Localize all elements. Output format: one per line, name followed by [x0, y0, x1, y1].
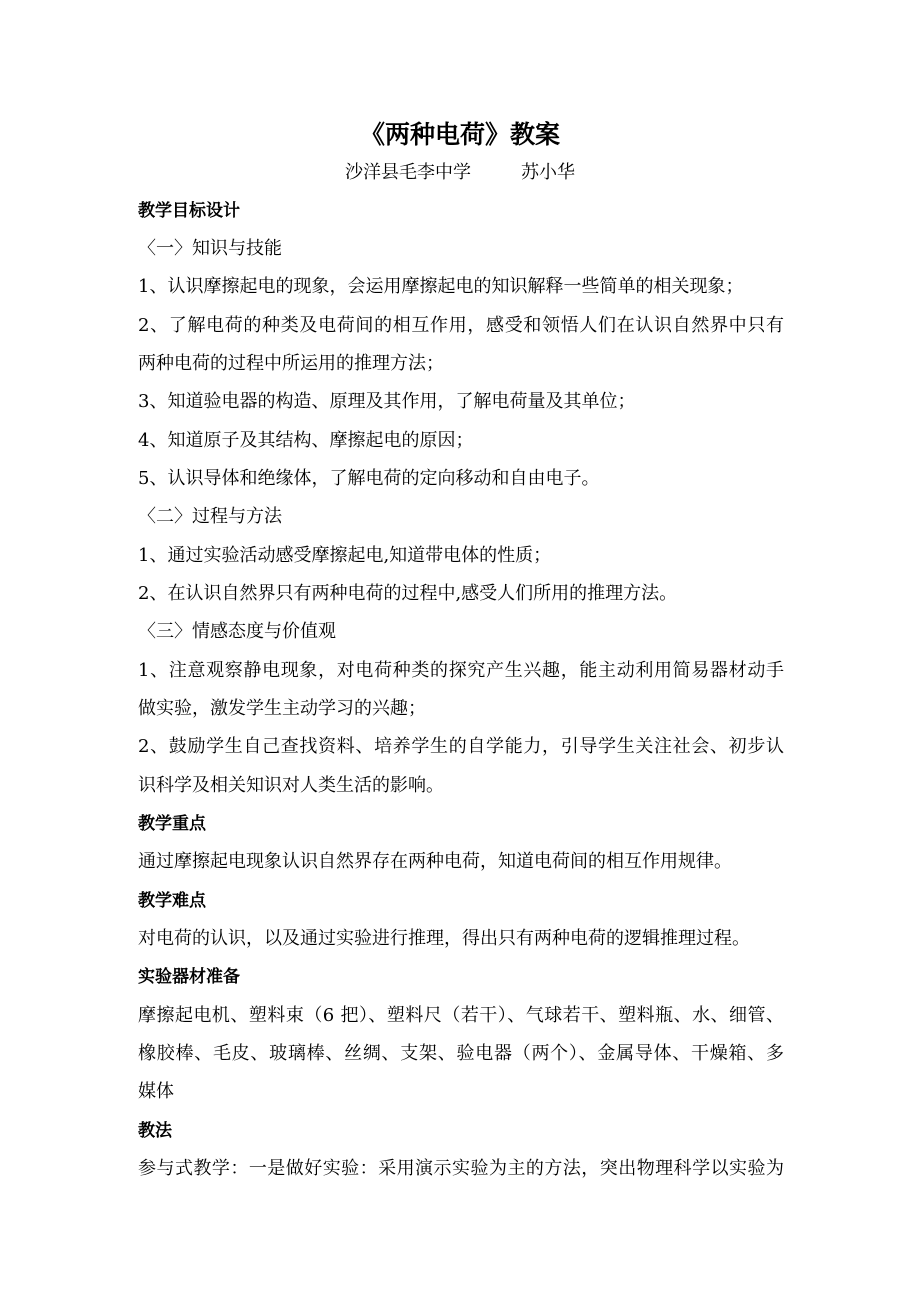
process-item: 1、通过实验活动感受摩擦起电,知道带电体的性质； [138, 545, 552, 566]
materials-line: 摩擦起电机、塑料束（6 把）、塑料尺（若干）、气球若干、塑料瓶、水、细管、 [138, 1005, 784, 1026]
materials-line: 橡胶棒、毛皮、玻璃棒、丝绸、支架、验电器（两个）、金属导体、干燥箱、多 [138, 1043, 784, 1064]
attitude-item: 做实验，激发学生主动学习的兴趣； [138, 698, 426, 719]
process-heading: 〈二〉过程与方法 [138, 506, 282, 527]
knowledge-heading: 〈一〉知识与技能 [138, 238, 282, 259]
materials-line: 媒体 [138, 1081, 174, 1102]
key-point-text: 通过摩擦起电现象认识自然界存在两种电荷，知道电荷间的相互作用规律。 [138, 851, 732, 872]
method-heading: 教法 [138, 1121, 172, 1141]
objectives-heading: 教学目标设计 [138, 201, 240, 221]
knowledge-item: 4、知道原子及其结构、摩擦起电的原因； [138, 430, 474, 451]
attitude-item: 1、注意观察静电现象，对电荷种类的探究产生兴趣，能主动利用简易器材动手 [138, 660, 784, 681]
knowledge-item: 1、认识摩擦起电的现象，会运用摩擦起电的知识解释一些简单的相关现象； [138, 276, 744, 297]
attitude-item: 2、鼓励学生自己查找资料、培养学生的自学能力，引导学生关注社会、初步认 [138, 736, 784, 757]
document-title: 《两种电荷》教案 [359, 120, 560, 149]
school-name: 沙洋县毛李中学 [345, 162, 471, 183]
byline [0, 160, 920, 186]
process-item: 2、在认识自然界只有两种电荷的过程中,感受人们所用的推理方法。 [138, 583, 678, 604]
knowledge-item: 3、知道验电器的构造、原理及其作用，了解电荷量及其单位； [138, 391, 636, 412]
knowledge-item: 5、认识导体和绝缘体，了解电荷的定向移动和自由电子。 [138, 468, 600, 489]
knowledge-item: 两种电荷的过程中所运用的推理方法； [138, 353, 444, 374]
attitude-item: 识科学及相关知识对人类生活的影响。 [138, 775, 444, 796]
author-name: 苏小华 [521, 162, 575, 183]
knowledge-item: 2、了解电荷的种类及电荷间的相互作用，感受和领悟人们在认识自然界中只有 [138, 315, 784, 336]
difficulty-heading: 教学难点 [138, 891, 206, 911]
materials-heading: 实验器材准备 [138, 967, 240, 987]
difficulty-text: 对电荷的认识，以及通过实验进行推理，得出只有两种电荷的逻辑推理过程。 [138, 928, 750, 949]
method-text: 参与式教学：一是做好实验：采用演示实验为主的方法，突出物理科学以实验为 [138, 1158, 784, 1179]
attitude-heading: 〈三〉情感态度与价值观 [138, 621, 336, 642]
key-point-heading: 教学重点 [138, 814, 206, 834]
